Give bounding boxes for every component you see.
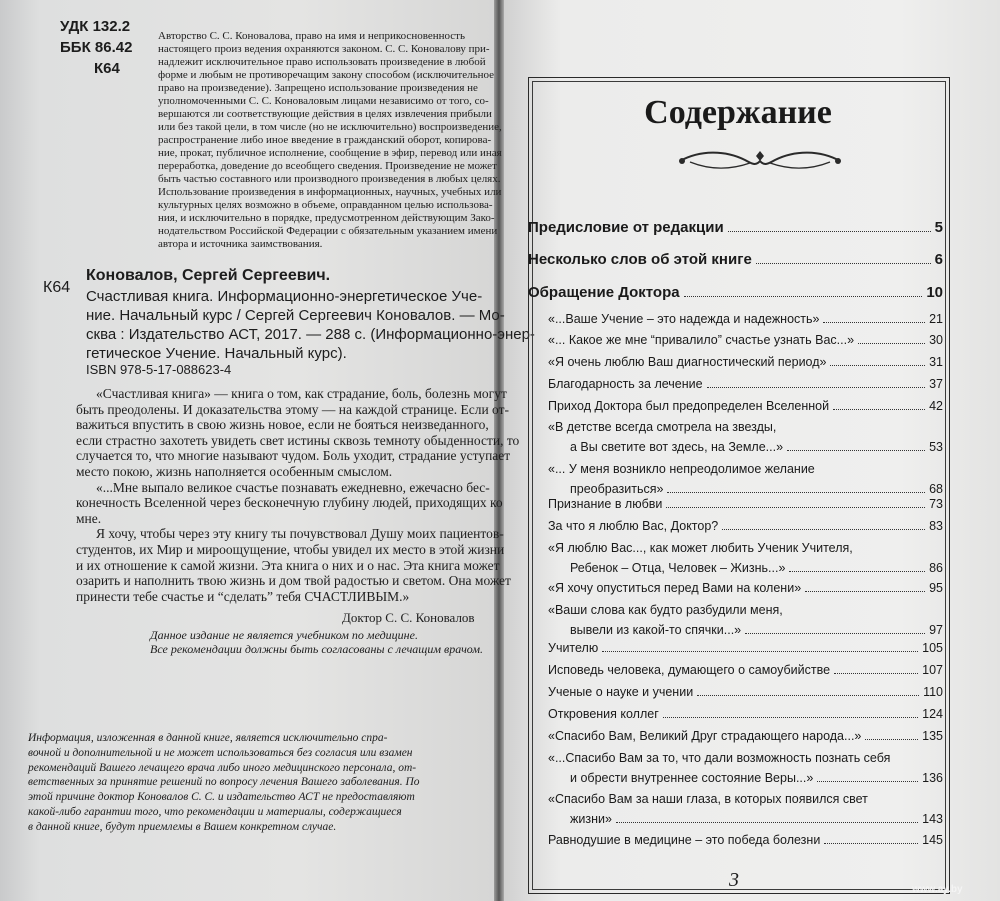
toc-entry-title: Ученые о науке и учении	[548, 685, 694, 699]
toc-entry-title: Предисловие от редакции	[528, 219, 724, 236]
toc-page-number: 124	[922, 707, 943, 721]
toc-entry-title: преобразиться»	[570, 482, 664, 496]
toc-entry	[548, 581, 943, 601]
toc-entry	[548, 333, 943, 353]
toc-page-number: 95	[929, 581, 943, 595]
toc-entry	[548, 420, 943, 460]
toc-entry-title: Обращение Доктора	[528, 284, 680, 301]
toc-leader-dots	[834, 673, 918, 674]
toc-entry-title: «В детстве всегда смотрела на звезды,	[548, 420, 777, 434]
toc-entry	[548, 663, 943, 683]
annotation-line: место покою, жизнь наполняется особенным смыслом.	[76, 463, 393, 479]
annotation-line: «Счастливая книга» — книга о том, как страдание, боль, болезнь могут	[96, 386, 507, 401]
toc-page-number: 86	[929, 561, 943, 575]
bib-line: Счастливая книга. Информационно-энергетическое Уче-	[86, 288, 483, 305]
author-sign-code-margin: К64	[43, 279, 71, 296]
toc-leader-dots	[817, 781, 918, 782]
annotation	[76, 386, 519, 604]
toc-page-number: 136	[922, 771, 943, 785]
toc-leader-dots	[789, 571, 925, 572]
watermark: www.ay.by	[912, 884, 963, 895]
info-line: ветственных за принятие решений по вопросу лечения Вашего заболевания. По	[28, 776, 420, 789]
toc-leader-dots	[667, 492, 925, 493]
author-sign-code: К64	[94, 60, 120, 77]
copyright-line: нодательством Российской Федерации с обязательным указанием имени	[158, 225, 498, 237]
info-line: вочной и дополнительной и не может использоваться без согласия или взамен	[28, 746, 413, 759]
annotation-line: быть преодолены. И доказательства этому — на каждой странице. Если от-	[76, 401, 510, 417]
toc-entry-title: «Спасибо Вам за наши глаза, в которых появился свет	[548, 792, 868, 806]
information-disclaimer	[28, 731, 420, 835]
toc-entry-title: Несколько слов об этой книге	[528, 251, 752, 268]
toc-entry-title: «...Ваше Учение – это надежда и надежность»	[548, 312, 820, 326]
toc-leader-dots	[697, 695, 919, 696]
toc-leader-dots	[745, 633, 925, 634]
signature: Доктор С. С. Коновалов	[342, 610, 475, 625]
annotation-line: мне.	[76, 510, 102, 526]
toc-entry-title: Учителю	[548, 641, 599, 655]
copyright-line: переработка, доведение до всеобщего сведения. Произведение не может	[158, 160, 497, 172]
toc-entry	[548, 399, 943, 419]
toc-entry-title: Откровения коллег	[548, 707, 659, 721]
toc-entry	[548, 729, 943, 749]
copyright-line: форме и любым не противоречащим закону способом (исключительное	[158, 69, 495, 81]
page-title: Содержание	[644, 94, 832, 131]
copyright-line: автора и источника заимствования.	[158, 238, 323, 250]
medical-disclaimer	[150, 628, 483, 656]
copyright-line: вершаются ли соответствующие действия в целях извлечения прибыли	[158, 108, 492, 120]
bib-line: гетическое Учение. Начальный курс).	[86, 345, 347, 362]
toc-page-number: 107	[922, 663, 943, 677]
toc-leader-dots	[722, 529, 925, 530]
toc-page-number: 37	[929, 377, 943, 391]
toc-page-number: 6	[934, 251, 943, 268]
toc-entry-title: «Я хочу опуститься перед Вами на колени»	[548, 581, 802, 595]
disclaimer-line: Все рекомендации должны быть согласованы с лечащим врачом.	[150, 642, 483, 656]
toc-entry-title: Благодарность за лечение	[548, 377, 703, 391]
toc-page-number: 53	[929, 440, 943, 454]
toc-leader-dots	[602, 651, 918, 652]
toc-entry	[548, 707, 943, 727]
toc-leader-dots	[858, 343, 925, 344]
toc-entry	[548, 641, 943, 661]
toc-entry-title: «... Какое же мне “привалило” счастье узнать Вас...»	[548, 333, 855, 347]
toc-leader-dots	[663, 717, 918, 718]
ornament-divider	[670, 146, 850, 176]
toc-page-number: 5	[934, 219, 943, 236]
copyright-line: ния, и исключительно в порядке, предусмотренном действующим Зако-	[158, 212, 495, 224]
toc-page-number: 31	[929, 355, 943, 369]
bibliographic-description	[86, 287, 535, 363]
copyright-line: культурных целях возможно в объеме, оправданном целью использова-	[158, 199, 493, 211]
toc-entry-title: «... У меня возникло непреодолимое желание	[548, 462, 815, 476]
toc-entry	[548, 462, 943, 502]
toc-page-number: 110	[923, 685, 943, 699]
toc-leader-dots	[865, 739, 918, 740]
toc-entry	[548, 541, 943, 581]
annotation-line: если страстно захотеть увидеть свет истины сквозь темноту обыденности, то	[76, 432, 520, 448]
annotation-line: озарить и наполнить твою жизнь и дом твой радостью и светом. Она может	[76, 573, 511, 589]
toc-entry-title: вывели из какой-то спячки...»	[570, 623, 742, 637]
annotation-line: и их отношение к самой жизни. Эта книга о них и о нас. Эта книга может	[76, 557, 500, 573]
disclaimer-line: Данное издание не является учебником по медицине.	[150, 628, 418, 642]
copyright-line: уполномоченными С. С. Коноваловым лицами независимо от того, со-	[158, 95, 489, 107]
copyright-line: надлежит исключительное право использовать произведение в любой	[158, 56, 486, 68]
toc-page-number: 143	[922, 812, 943, 826]
annotation-line: важиться впустить в свою жизнь новое, если не бояться неизведанного,	[76, 417, 489, 433]
info-line: Информация, изложенная в данной книге, является исключительно спра-	[28, 732, 388, 744]
isbn: ISBN 978-5-17-088623-4	[86, 362, 232, 377]
toc-page-number: 145	[922, 833, 943, 847]
annotation-line: случается то, что многие называют чудом. Боль уходит, страдание уступает	[76, 448, 511, 464]
toc-leader-dots	[707, 387, 926, 388]
page-number: 3	[729, 869, 739, 891]
toc-page-number: 73	[929, 497, 943, 511]
toc-leader-dots	[666, 507, 925, 508]
toc-leader-dots	[833, 409, 925, 410]
toc-entry	[548, 497, 943, 517]
bib-line: ние. Начальный курс / Сергей Сергеевич Коновалов. — Мо-	[86, 307, 505, 324]
toc-leader-dots	[823, 322, 925, 323]
toc-entry-title: Признание в любви	[548, 497, 663, 511]
toc-entry	[548, 685, 943, 705]
toc-entry	[548, 833, 943, 853]
toc-page-number: 10	[926, 284, 943, 301]
toc-page-number: 30	[929, 333, 943, 347]
copyright-line: Использование произведения в информационных, научных, учебных или	[158, 186, 502, 198]
toc-page-number: 42	[929, 399, 943, 413]
toc-entry-title: а Вы светите вот здесь, на Земле...»	[570, 440, 784, 454]
toc-leader-dots	[824, 843, 918, 844]
toc-entry-title: Ребенок – Отца, Человек – Жизнь...»	[570, 561, 786, 575]
toc-entry	[548, 355, 943, 375]
author-heading: Коновалов, Сергей Сергеевич.	[86, 267, 331, 284]
toc-page-number: 97	[929, 623, 943, 637]
info-line: рекомендаций Вашего лечащего врача либо иного медицинского персонала, от-	[28, 761, 417, 774]
copyright-line: быть частью составного или производного произведения в любых целях.	[158, 173, 501, 185]
toc-entry	[528, 251, 943, 285]
toc-entry-title: жизни»	[570, 812, 612, 826]
info-line: какой-либо гарантии того, что рекомендации и материалы, содержащиеся	[28, 805, 402, 818]
toc-entry	[548, 751, 943, 791]
annotation-line: конечность Вселенной через бесконечную глубину людей, приходящих ко	[76, 495, 503, 511]
classification-codes	[60, 16, 132, 79]
info-line: в данной книге, будут приемлемы в Вашем конкретном случае.	[28, 820, 337, 833]
toc-entry	[548, 377, 943, 397]
toc-leader-dots	[830, 365, 925, 366]
toc-leader-dots	[805, 591, 925, 592]
copyright-notice	[158, 30, 502, 251]
toc-leader-dots	[787, 450, 925, 451]
toc-page-number: 105	[922, 641, 943, 655]
annotation-line: принести тебе счастье и “сделать” тебя СЧАСТЛИВЫМ.»	[76, 588, 410, 604]
toc-entry-title: Исповедь человека, думающего о самоубийстве	[548, 663, 831, 677]
toc-entry-title: «Я люблю Вас..., как может любить Ученик Учителя,	[548, 541, 853, 555]
udk-code: УДК 132.2	[60, 18, 131, 35]
toc-page-number: 135	[922, 729, 943, 743]
copyright-line: Авторство С. С. Коновалова, право на имя и неприкосновенность	[158, 30, 465, 42]
toc-entry	[548, 603, 943, 643]
bib-line: сква : Издательство АСТ, 2017. — 288 с. (Информационно-энер-	[86, 326, 535, 343]
info-line: этой причине доктор Коновалов С. С. и издательство АСТ не предоставляют	[28, 791, 415, 804]
toc-page-number: 68	[929, 482, 943, 496]
toc-entry-title: Приход Доктора был предопределен Вселенной	[548, 399, 830, 413]
toc-page-number: 21	[929, 312, 943, 326]
annotation-line: Я хочу, чтобы через эту книгу ты почувствовал Душу моих пациентов-	[96, 526, 504, 542]
copyright-line: настоящего произ ведения охраняются законом. С. С. Коновалову при-	[158, 43, 490, 55]
toc-entry-title: и обрести внутреннее состояние Веры...»	[570, 771, 814, 785]
copyright-line: право на произведение). Запрещено использование произведения не	[158, 82, 478, 94]
toc-entry	[548, 312, 943, 332]
toc-entry	[528, 219, 943, 253]
toc-leader-dots	[684, 296, 923, 297]
annotation-line: «...Мне выпало великое счастье познавать ежедневно, ежечасно бес-	[96, 479, 490, 495]
toc-leader-dots	[728, 231, 931, 232]
toc-leader-dots	[616, 822, 918, 823]
copyright-line: ние, прокат, публичное исполнение, сообщение в эфир, перевод или иная	[158, 147, 502, 159]
toc-leader-dots	[756, 263, 931, 264]
toc-entry-title: «...Спасибо Вам за то, что дали возможность познать себя	[548, 751, 891, 765]
copyright-line: распространение либо иное введение в гражданский оборот, копирова-	[158, 134, 492, 146]
toc-entry	[548, 792, 943, 832]
annotation-line: студентов, их Мир и мироощущение, чтобы увидел их место в этой жизни	[76, 541, 505, 557]
toc-entry-title: «Ваши слова как будто разбудили меня,	[548, 603, 783, 617]
toc-entry-title: «Спасибо Вам, Великий Друг страдающего народа...»	[548, 729, 862, 743]
copyright-line: или без такой цели, в том числе (но не исключительно) воспроизведение,	[158, 121, 502, 133]
toc-entry-title: Равнодушие в медицине – это победа болезни	[548, 833, 821, 847]
toc-page-number: 83	[929, 519, 943, 533]
bbk-code: ББК 86.42	[60, 39, 133, 56]
toc-entry	[548, 519, 943, 539]
toc-entry-title: «Я очень люблю Ваш диагностический период»	[548, 355, 827, 369]
toc-entry-title: За что я люблю Вас, Доктор?	[548, 519, 719, 533]
